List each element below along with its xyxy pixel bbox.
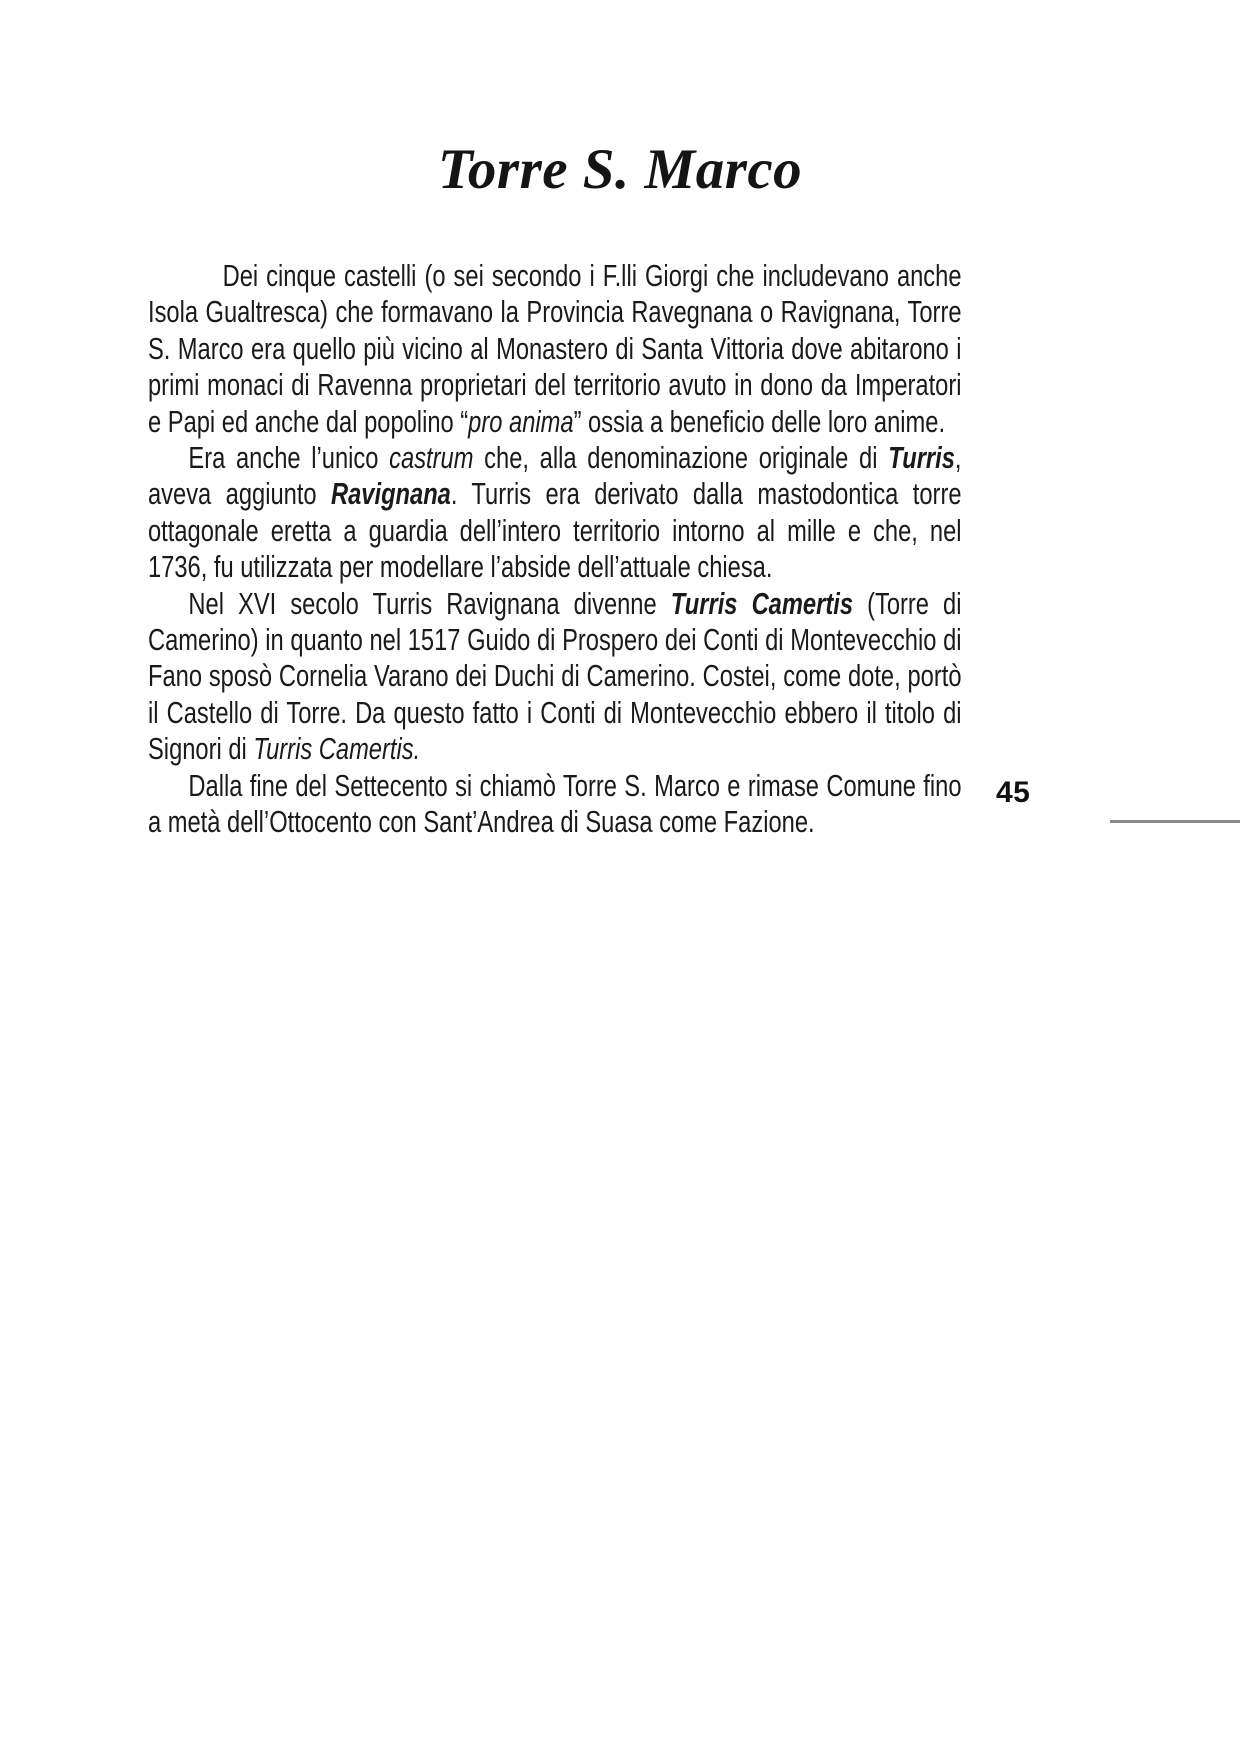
body-text-column	[148, 258, 962, 841]
page-title: Torre S. Marco	[437, 138, 803, 202]
emphasis-run: Turris	[888, 441, 955, 476]
page-number: 45	[996, 776, 1031, 809]
paragraph-3	[148, 586, 962, 768]
emphasis-run: Ravignana	[331, 477, 451, 512]
paragraph-3-content: Nel XVI secolo Turris Ravignana divenne Turris Camertis (Torre di Camerino) in quanto nel 1517 Guido di Prospero dei Conti di Montevecchio di Fano sposò Cornelia Varano dei Duchi di Camerino. Costei, come dote, portò il Castello di Torre. Da questo fatto i Conti di Montevecchio ebbero il titolo di Signori di Turris Camertis.	[148, 586, 962, 767]
emphasis-run: Turris Camertis	[670, 586, 854, 621]
page-number-rule	[1110, 820, 1240, 823]
emphasis-run: castrum	[389, 441, 474, 476]
paragraph-2	[148, 440, 962, 586]
emphasis-run: Turris Camertis.	[253, 732, 421, 767]
paragraph-2-content: Era anche l’unico castrum che, alla denominazione originale di Turris, aveva aggiunto Ravignana. Turris era derivato dalla mastodontica torre ottagonale eretta a guardia dell’intero territorio intorno al mille e che, nel 1736, fu utilizzata per modellare l’abside dell’attuale chiesa.	[148, 441, 962, 585]
paragraph-1-content: Dei cinque castelli (o sei secondo i F.lli Giorgi che includevano anche Isola Gualtresca) che formavano la Provincia Ravegnana o Ravignana, Torre S. Marco era quello più vicino al Monastero di Santa Vittoria dove abitarono i primi monaci di Ravenna proprietari del territorio avuto in dono da Imperatori e Papi ed anche dal popolino “pro anima” ossia a beneficio delle loro anime.	[148, 259, 962, 439]
paragraph-4-content: Dalla fine del Settecento si chiamò Torre S. Marco e rimase Comune fino a metà dell’Ottocento con Sant’Andrea di Suasa come Fazione.	[148, 768, 962, 840]
paragraph-4	[148, 768, 962, 841]
paragraph-1	[148, 258, 962, 440]
emphasis-run: pro anima	[468, 404, 574, 439]
